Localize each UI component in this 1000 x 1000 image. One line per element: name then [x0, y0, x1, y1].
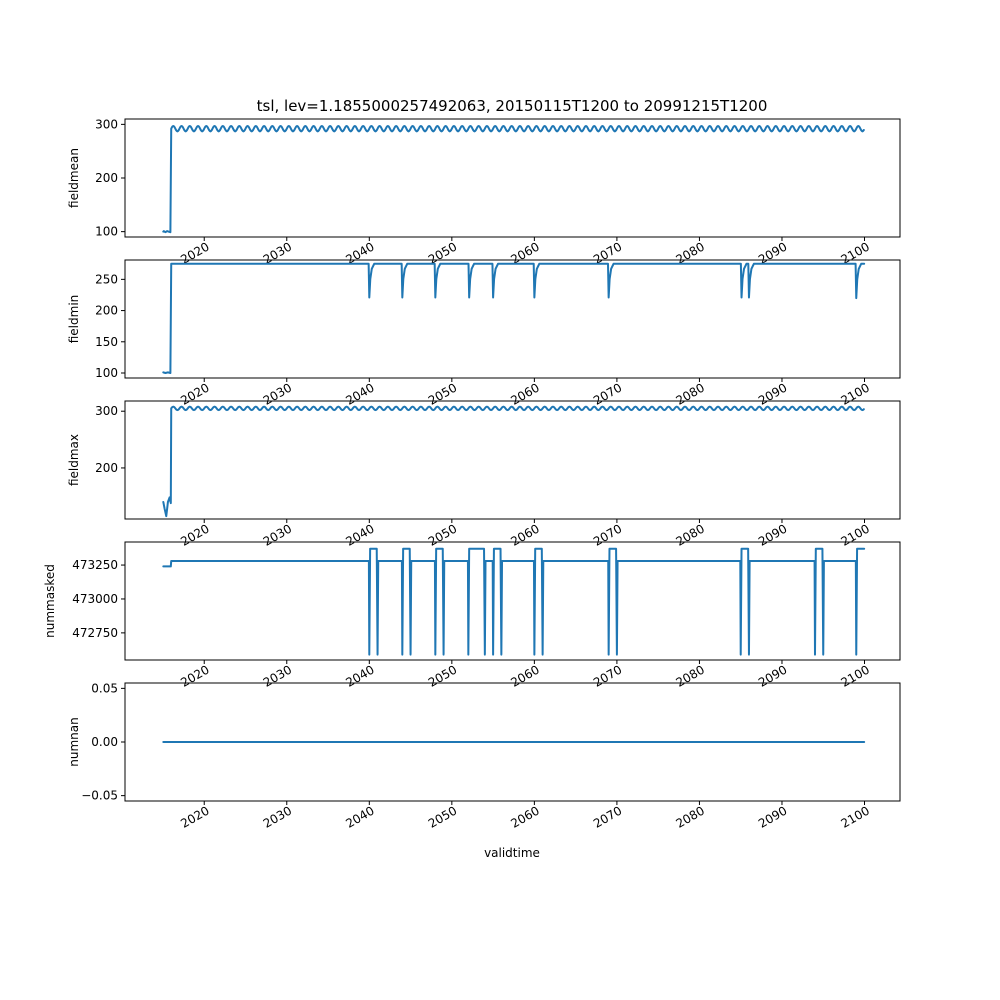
fieldmax-x-tick-label: 2030: [260, 521, 295, 549]
numnan-x-tick-label: 2040: [343, 803, 377, 831]
numnan-x-tick-label: 2070: [590, 803, 625, 831]
fieldmean-x-tick-label: 2040: [343, 239, 377, 267]
nummasked-x-tick-label: 2060: [508, 662, 542, 690]
numnan-y-tick-label: 0.00: [91, 735, 118, 749]
fieldmean-y-tick-label: 200: [95, 171, 118, 185]
numnan-x-tick-label: 2030: [260, 803, 295, 831]
fieldmin-y-tick-label: 150: [95, 334, 118, 349]
x-axis-label: validtime: [484, 846, 540, 860]
fieldmax-x-tick-label: 2040: [343, 521, 377, 549]
fieldmax-y-tick-label: 200: [95, 460, 118, 475]
nummasked-x-tick-label: 2050: [425, 662, 460, 690]
fieldmin-y-tick-label: 100: [95, 366, 118, 381]
nummasked-x-tick-label: 2020: [178, 662, 212, 690]
fieldmin-x-tick-label: 2040: [343, 380, 377, 408]
numnan-y-tick-label: −0.05: [81, 788, 118, 803]
fieldmax-x-tick-label: 2100: [838, 521, 873, 549]
fieldmin-x-tick-label: 2030: [260, 380, 295, 408]
nummasked-y-tick-label: 472750: [72, 625, 118, 640]
nummasked-x-tick-label: 2080: [673, 662, 707, 690]
chart-title: tsl, lev=1.1855000257492063, 20150115T1200 to 20991215T1200: [256, 97, 768, 115]
fieldmean-y-tick-label: 100: [95, 224, 118, 239]
nummasked-y-axis-label: nummasked: [43, 564, 57, 638]
fieldmean-x-tick-label: 2100: [838, 239, 873, 267]
fieldmin-y-axis-label: fieldmin: [67, 294, 81, 344]
fieldmin-x-tick-label: 2060: [508, 380, 542, 408]
numnan-x-tick-label: 2090: [756, 803, 790, 831]
fieldmax-x-tick-label: 2020: [178, 521, 212, 549]
fieldmean-x-tick-label: 2060: [508, 239, 542, 267]
fieldmean-y-axis-label: fieldmean: [67, 148, 81, 208]
fieldmean-x-tick-label: 2020: [178, 239, 212, 267]
nummasked-x-tick-label: 2030: [260, 662, 295, 690]
fieldmin-x-tick-label: 2020: [178, 380, 212, 408]
fieldmax-y-axis-label: fieldmax: [67, 433, 81, 487]
fieldmean-x-tick-label: 2070: [590, 239, 625, 267]
nummasked-x-tick-label: 2070: [590, 662, 625, 690]
numnan-x-tick-label: 2080: [673, 803, 707, 831]
numnan-x-tick-label: 2050: [425, 803, 460, 831]
numnan-x-tick-label: 2100: [838, 803, 873, 831]
fieldmean-x-tick-label: 2030: [260, 239, 295, 267]
numnan-y-tick-label: 0.05: [91, 681, 118, 696]
fieldmax-y-tick-label: 300: [95, 404, 118, 419]
fieldmean-x-tick-label: 2090: [756, 239, 790, 267]
fieldmin-x-tick-label: 2080: [673, 380, 707, 408]
nummasked-x-tick-label: 2100: [838, 662, 873, 690]
fieldmean-x-tick-label: 2050: [425, 239, 460, 267]
numnan-x-tick-label: 2020: [178, 803, 212, 831]
fieldmax-x-tick-label: 2070: [590, 521, 625, 549]
fieldmin-x-tick-label: 2100: [838, 380, 873, 408]
numnan-x-tick-label: 2060: [508, 803, 542, 831]
nummasked-x-tick-label: 2090: [756, 662, 790, 690]
nummasked-x-tick-label: 2040: [343, 662, 377, 690]
fieldmin-y-tick-label: 200: [95, 303, 118, 318]
fieldmin-x-tick-label: 2050: [425, 380, 460, 408]
fieldmin-x-tick-label: 2070: [590, 380, 625, 408]
nummasked-y-tick-label: 473000: [72, 591, 118, 606]
numnan-y-axis-label: numnan: [67, 717, 81, 767]
nummasked-y-tick-label: 473250: [72, 558, 118, 573]
fieldmax-x-tick-label: 2090: [756, 521, 790, 549]
fieldmax-x-tick-label: 2050: [425, 521, 460, 549]
fieldmax-x-tick-label: 2080: [673, 521, 707, 549]
fieldmin-y-tick-label: 250: [95, 272, 118, 287]
fieldmax-x-tick-label: 2060: [508, 521, 542, 549]
fieldmean-x-tick-label: 2080: [673, 239, 707, 267]
fieldmin-x-tick-label: 2090: [756, 380, 790, 408]
fieldmean-y-tick-label: 300: [95, 117, 118, 132]
